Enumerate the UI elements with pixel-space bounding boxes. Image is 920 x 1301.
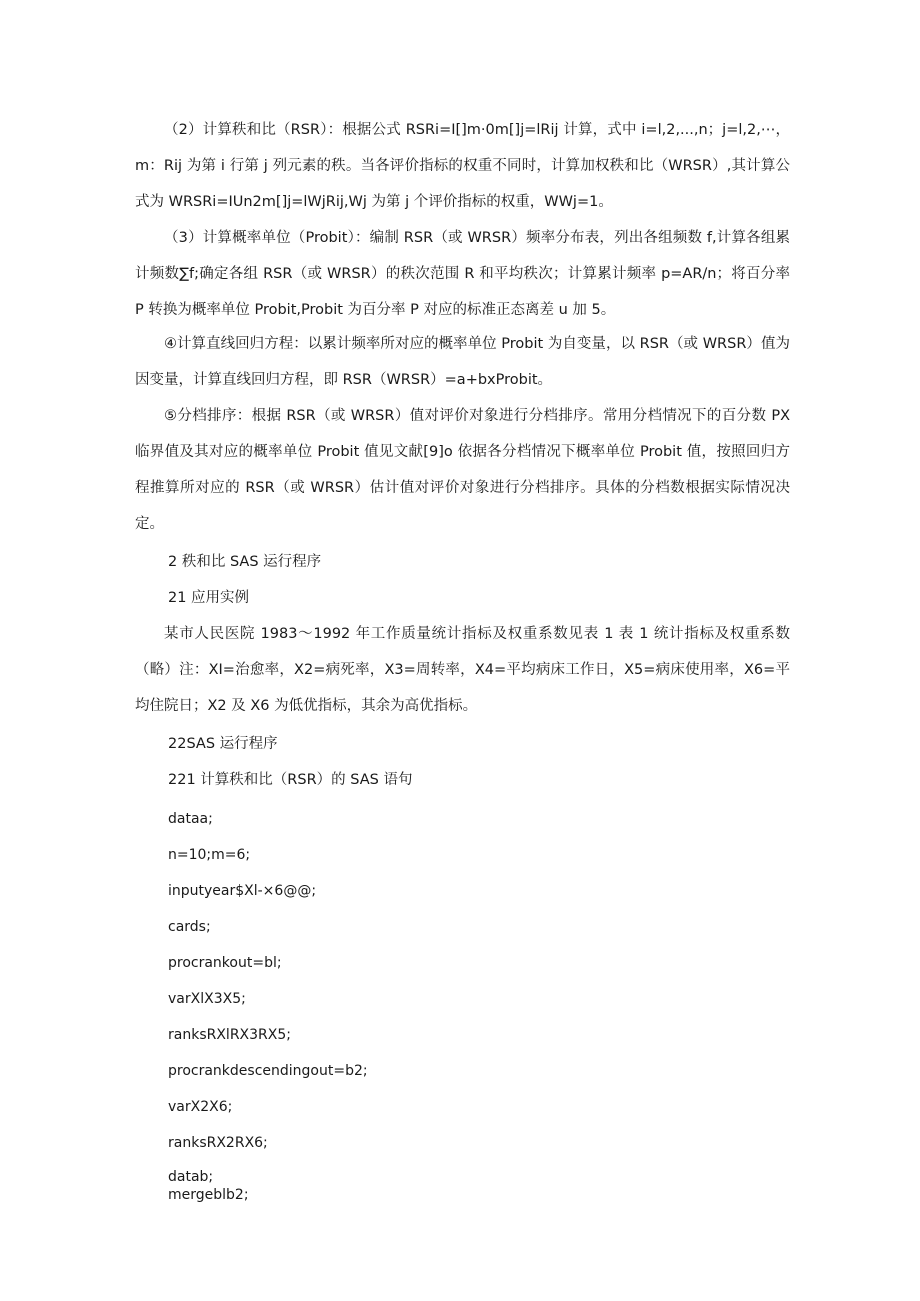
code-line: procrankout=bl; [168,955,282,971]
code-line: n=10;m=6; [168,847,251,863]
code-line: datab; [168,1169,214,1185]
heading-section-221: 221 计算秩和比（RSR）的 SAS 语句 [168,772,413,788]
code-line: varXlX3X5; [168,991,246,1007]
paragraph-example: 某市人民医院 1983～1992 年工作质量统计指标及权重系数见表 1 表 1 统计指标及权重系数（略）注：XI=治愈率，X2=病死率，X3=周转率，X4=平均病床工作日，X5=病床使用率，X6=平均住院日；X2 及 X6 为低优指标，其余为高优指标。 [135,626,790,714]
code-line: dataa; [168,811,213,827]
code-line: inputyear$Xl-×6@@; [168,883,317,899]
paragraph-ranking: ⑤分档排序：根据 RSR（或 WRSR）值对评价对象进行分档排序。常用分档情况下的百分数 PX 临界值及其对应的概率单位 Probit 值见文献[9]o 依据各分档情况下概率单位 Probit 值，按照回归方程推算所对应的 RSR（或 WRSR）估计值对评价对象进行分档排序。具体的分档数根据实际情况决定。 [135,408,790,532]
code-line: ranksRX2RX6; [168,1135,268,1151]
paragraph-regression: ④计算直线回归方程：以累计频率所对应的概率单位 Probit 为自变量，以 RSR（或 WRSR）值为因变量，计算直线回归方程，即 RSR（WRSR）=a+bxProbit。 [135,336,790,388]
code-line: varX2X6; [168,1099,233,1115]
heading-section-21: 21 应用实例 [168,590,250,606]
paragraph-rsr-formula: （2）计算秩和比（RSR）：根据公式 RSRi=I[]m·0m[]j=lRij 计算，式中 i=l,2,...,n；j=l,2,⋯，m：Rij 为第 i 行第 j 列元素的秩。当各评价指标的权重不同时，计算加权秩和比（WRSR）,其计算公式为 WRSRi=IUn2m[]j=lWjRij,Wj 为第 j 个评价指标的权重，WWj=1。 [135,122,790,210]
paragraph-probit: （3）计算概率单位（Probit）：编制 RSR（或 WRSR）频率分布表，列出各组频数 f,计算各组累计频数∑f;确定各组 RSR（或 WRSR）的秩次范围 R 和平均秩次；计算累计频率 p=AR∕n；将百分率 P 转换为概率单位 Probit,Probit 为百分率 P 对应的标准正态离差 u 加 5。 [135,230,790,318]
code-line: ranksRXlRX3RX5; [168,1027,291,1043]
heading-section-2: 2 秩和比 SAS 运行程序 [168,554,322,570]
code-line: procrankdescendingout=b2; [168,1063,368,1079]
code-line: mergeblb2; [168,1187,249,1203]
heading-section-22: 22SAS 运行程序 [168,736,278,752]
code-line: cards; [168,919,211,935]
